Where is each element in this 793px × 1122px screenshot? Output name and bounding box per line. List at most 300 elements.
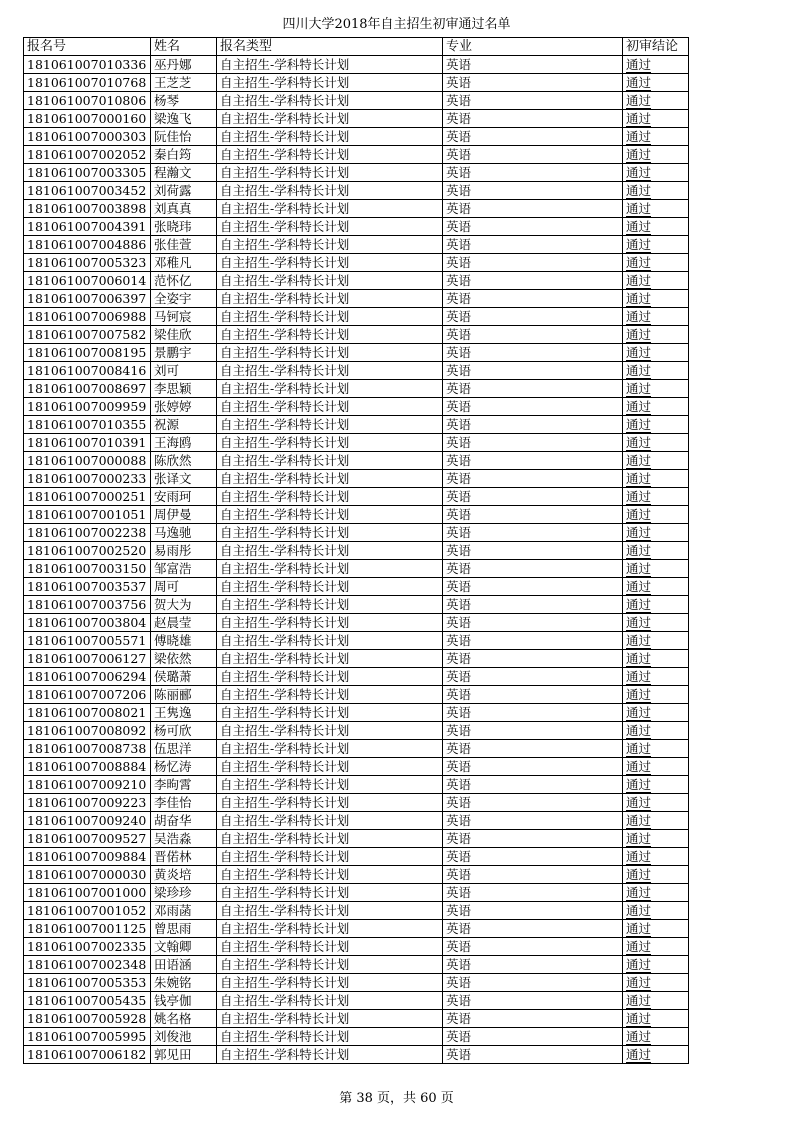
registration-no-cell: 181061007010355 bbox=[24, 416, 151, 434]
major-cell: 英语 bbox=[443, 704, 623, 722]
registration-type-cell: 自主招生-学科特长计划 bbox=[217, 974, 443, 992]
student-name-cell: 钱亭伽 bbox=[151, 992, 217, 1010]
major-cell: 英语 bbox=[443, 308, 623, 326]
registration-no-cell: 181061007000160 bbox=[24, 110, 151, 128]
student-name-cell: 朱婉铭 bbox=[151, 974, 217, 992]
review-result-text: 通过 bbox=[626, 273, 652, 288]
major-cell: 英语 bbox=[443, 92, 623, 110]
review-result-text: 通过 bbox=[626, 1047, 652, 1062]
table-row bbox=[24, 866, 689, 884]
table-row bbox=[24, 110, 689, 128]
table-row bbox=[24, 398, 689, 416]
table-row bbox=[24, 830, 689, 848]
table-row bbox=[24, 938, 689, 956]
review-result-text: 通过 bbox=[626, 903, 652, 918]
student-name-cell: 姚名格 bbox=[151, 1010, 217, 1028]
review-result-text: 通过 bbox=[626, 975, 652, 990]
review-result-text: 通过 bbox=[626, 615, 652, 630]
review-result-cell bbox=[623, 398, 689, 416]
registration-type-cell: 自主招生-学科特长计划 bbox=[217, 902, 443, 920]
review-result-cell bbox=[623, 470, 689, 488]
registration-no-cell: 181061007005571 bbox=[24, 632, 151, 650]
major-cell: 英语 bbox=[443, 884, 623, 902]
registration-no-cell: 181061007010336 bbox=[24, 56, 151, 74]
review-result-text: 通过 bbox=[626, 741, 652, 756]
table-row bbox=[24, 758, 689, 776]
registration-no-cell: 181061007009223 bbox=[24, 794, 151, 812]
review-result-cell bbox=[623, 434, 689, 452]
student-name-cell: 程瀚文 bbox=[151, 164, 217, 182]
registration-type-cell: 自主招生-学科特长计划 bbox=[217, 848, 443, 866]
review-result-cell bbox=[623, 812, 689, 830]
major-cell: 英语 bbox=[443, 434, 623, 452]
student-name-cell: 梁佳欣 bbox=[151, 326, 217, 344]
registration-no-cell: 181061007005435 bbox=[24, 992, 151, 1010]
table-row bbox=[24, 290, 689, 308]
header-name: 姓名 bbox=[151, 38, 217, 56]
student-name-cell: 王芝芝 bbox=[151, 74, 217, 92]
student-name-cell: 陈欣然 bbox=[151, 452, 217, 470]
major-cell: 英语 bbox=[443, 830, 623, 848]
student-name-cell: 杨忆涛 bbox=[151, 758, 217, 776]
student-name-cell: 王海鸥 bbox=[151, 434, 217, 452]
table-row bbox=[24, 362, 689, 380]
registration-type-cell: 自主招生-学科特长计划 bbox=[217, 236, 443, 254]
table-row bbox=[24, 776, 689, 794]
registration-no-cell: 181061007008884 bbox=[24, 758, 151, 776]
registration-type-cell: 自主招生-学科特长计划 bbox=[217, 596, 443, 614]
review-result-text: 通过 bbox=[626, 849, 652, 864]
table-row bbox=[24, 920, 689, 938]
major-cell: 英语 bbox=[443, 614, 623, 632]
major-cell: 英语 bbox=[443, 650, 623, 668]
review-result-cell bbox=[623, 974, 689, 992]
table-row bbox=[24, 614, 689, 632]
registration-no-cell: 181061007006988 bbox=[24, 308, 151, 326]
review-result-cell bbox=[623, 830, 689, 848]
major-cell: 英语 bbox=[443, 866, 623, 884]
student-name-cell: 李佳怡 bbox=[151, 794, 217, 812]
table-row bbox=[24, 722, 689, 740]
major-cell: 英语 bbox=[443, 182, 623, 200]
major-cell: 英语 bbox=[443, 524, 623, 542]
major-cell: 英语 bbox=[443, 398, 623, 416]
review-result-cell bbox=[623, 938, 689, 956]
registration-no-cell: 181061007003756 bbox=[24, 596, 151, 614]
review-result-text: 通过 bbox=[626, 237, 652, 252]
student-name-cell: 吴浩淼 bbox=[151, 830, 217, 848]
registration-no-cell: 181061007001051 bbox=[24, 506, 151, 524]
major-cell: 英语 bbox=[443, 974, 623, 992]
table-row bbox=[24, 74, 689, 92]
registration-type-cell: 自主招生-学科特长计划 bbox=[217, 200, 443, 218]
major-cell: 英语 bbox=[443, 164, 623, 182]
review-result-cell bbox=[623, 794, 689, 812]
table-row bbox=[24, 236, 689, 254]
registration-no-cell: 181061007001052 bbox=[24, 902, 151, 920]
review-result-cell bbox=[623, 182, 689, 200]
table-row bbox=[24, 470, 689, 488]
registration-type-cell: 自主招生-学科特长计划 bbox=[217, 164, 443, 182]
student-name-cell: 文翰卿 bbox=[151, 938, 217, 956]
registration-no-cell: 181061007009210 bbox=[24, 776, 151, 794]
major-cell: 英语 bbox=[443, 848, 623, 866]
registration-no-cell: 181061007001000 bbox=[24, 884, 151, 902]
review-result-cell bbox=[623, 326, 689, 344]
registration-type-cell: 自主招生-学科特长计划 bbox=[217, 254, 443, 272]
major-cell: 英语 bbox=[443, 506, 623, 524]
table-row bbox=[24, 794, 689, 812]
student-name-cell: 祝源 bbox=[151, 416, 217, 434]
student-name-cell: 邓雨菡 bbox=[151, 902, 217, 920]
review-result-cell bbox=[623, 254, 689, 272]
registration-type-cell: 自主招生-学科特长计划 bbox=[217, 110, 443, 128]
major-cell: 英语 bbox=[443, 686, 623, 704]
review-result-text: 通过 bbox=[626, 1029, 652, 1044]
review-result-text: 通过 bbox=[626, 147, 652, 162]
registration-no-cell: 181061007008195 bbox=[24, 344, 151, 362]
major-cell: 英语 bbox=[443, 1028, 623, 1046]
review-result-cell bbox=[623, 920, 689, 938]
student-name-cell: 张晓玮 bbox=[151, 218, 217, 236]
registration-type-cell: 自主招生-学科特长计划 bbox=[217, 344, 443, 362]
major-cell: 英语 bbox=[443, 218, 623, 236]
registration-type-cell: 自主招生-学科特长计划 bbox=[217, 920, 443, 938]
review-result-cell bbox=[623, 686, 689, 704]
review-result-cell bbox=[623, 578, 689, 596]
review-result-text: 通过 bbox=[626, 561, 652, 576]
registration-type-cell: 自主招生-学科特长计划 bbox=[217, 650, 443, 668]
student-name-cell: 周伊曼 bbox=[151, 506, 217, 524]
review-result-cell bbox=[623, 992, 689, 1010]
registration-no-cell: 181061007007582 bbox=[24, 326, 151, 344]
review-result-text: 通过 bbox=[626, 417, 652, 432]
review-result-cell bbox=[623, 560, 689, 578]
major-cell: 英语 bbox=[443, 992, 623, 1010]
registration-type-cell: 自主招生-学科特长计划 bbox=[217, 1046, 443, 1064]
registration-type-cell: 自主招生-学科特长计划 bbox=[217, 434, 443, 452]
review-result-text: 通过 bbox=[626, 687, 652, 702]
table-row bbox=[24, 254, 689, 272]
review-result-text: 通过 bbox=[626, 345, 652, 360]
major-cell: 英语 bbox=[443, 1010, 623, 1028]
review-result-cell bbox=[623, 272, 689, 290]
registration-no-cell: 181061007005928 bbox=[24, 1010, 151, 1028]
table-row bbox=[24, 884, 689, 902]
review-result-cell bbox=[623, 722, 689, 740]
review-result-text: 通过 bbox=[626, 759, 652, 774]
review-result-cell bbox=[623, 1046, 689, 1064]
admission-list-table bbox=[23, 37, 689, 1064]
review-result-text: 通过 bbox=[626, 723, 652, 738]
major-cell: 英语 bbox=[443, 236, 623, 254]
student-name-cell: 景鹏宇 bbox=[151, 344, 217, 362]
header-registration-type: 报名类型 bbox=[217, 38, 443, 56]
registration-no-cell: 181061007009527 bbox=[24, 830, 151, 848]
review-result-text: 通过 bbox=[626, 435, 652, 450]
registration-type-cell: 自主招生-学科特长计划 bbox=[217, 668, 443, 686]
student-name-cell: 张佳萱 bbox=[151, 236, 217, 254]
major-cell: 英语 bbox=[443, 128, 623, 146]
table-row bbox=[24, 524, 689, 542]
student-name-cell: 晋偌林 bbox=[151, 848, 217, 866]
registration-type-cell: 自主招生-学科特长计划 bbox=[217, 776, 443, 794]
review-result-cell bbox=[623, 632, 689, 650]
student-name-cell: 周可 bbox=[151, 578, 217, 596]
review-result-cell bbox=[623, 74, 689, 92]
registration-type-cell: 自主招生-学科特长计划 bbox=[217, 578, 443, 596]
table-row bbox=[24, 434, 689, 452]
registration-type-cell: 自主招生-学科特长计划 bbox=[217, 488, 443, 506]
major-cell: 英语 bbox=[443, 542, 623, 560]
review-result-text: 通过 bbox=[626, 255, 652, 270]
review-result-text: 通过 bbox=[626, 399, 652, 414]
review-result-text: 通过 bbox=[626, 957, 652, 972]
student-name-cell: 易雨彤 bbox=[151, 542, 217, 560]
table-row bbox=[24, 128, 689, 146]
registration-type-cell: 自主招生-学科特长计划 bbox=[217, 830, 443, 848]
table-row bbox=[24, 578, 689, 596]
registration-type-cell: 自主招生-学科特长计划 bbox=[217, 794, 443, 812]
review-result-cell bbox=[623, 740, 689, 758]
major-cell: 英语 bbox=[443, 596, 623, 614]
review-result-text: 通过 bbox=[626, 1011, 652, 1026]
registration-no-cell: 181061007006397 bbox=[24, 290, 151, 308]
student-name-cell: 马逸驰 bbox=[151, 524, 217, 542]
registration-type-cell: 自主招生-学科特长计划 bbox=[217, 128, 443, 146]
student-name-cell: 全姿宇 bbox=[151, 290, 217, 308]
registration-type-cell: 自主招生-学科特长计划 bbox=[217, 560, 443, 578]
registration-type-cell: 自主招生-学科特长计划 bbox=[217, 542, 443, 560]
registration-type-cell: 自主招生-学科特长计划 bbox=[217, 686, 443, 704]
registration-type-cell: 自主招生-学科特长计划 bbox=[217, 308, 443, 326]
document-title: 四川大学2018年自主招生初审通过名单 bbox=[282, 17, 511, 32]
student-name-cell: 梁珍珍 bbox=[151, 884, 217, 902]
review-result-text: 通过 bbox=[626, 813, 652, 828]
review-result-text: 通过 bbox=[626, 327, 652, 342]
review-result-text: 通过 bbox=[626, 543, 652, 558]
review-result-text: 通过 bbox=[626, 309, 652, 324]
table-row bbox=[24, 974, 689, 992]
review-result-cell bbox=[623, 236, 689, 254]
registration-type-cell: 自主招生-学科特长计划 bbox=[217, 956, 443, 974]
review-result-text: 通过 bbox=[626, 129, 652, 144]
table-row bbox=[24, 812, 689, 830]
review-result-cell bbox=[623, 542, 689, 560]
registration-no-cell: 181061007002520 bbox=[24, 542, 151, 560]
major-cell: 英语 bbox=[443, 758, 623, 776]
major-cell: 英语 bbox=[443, 380, 623, 398]
registration-no-cell: 181061007010806 bbox=[24, 92, 151, 110]
student-name-cell: 张婷婷 bbox=[151, 398, 217, 416]
table-row bbox=[24, 56, 689, 74]
review-result-cell bbox=[623, 488, 689, 506]
table-row bbox=[24, 740, 689, 758]
major-cell: 英语 bbox=[443, 344, 623, 362]
major-cell: 英语 bbox=[443, 812, 623, 830]
review-result-text: 通过 bbox=[626, 183, 652, 198]
page-footer: 第 38 页，共 60 页 bbox=[339, 1091, 454, 1106]
registration-type-cell: 自主招生-学科特长计划 bbox=[217, 290, 443, 308]
registration-no-cell: 181061007009959 bbox=[24, 398, 151, 416]
registration-type-cell: 自主招生-学科特长计划 bbox=[217, 740, 443, 758]
table-row bbox=[24, 506, 689, 524]
registration-type-cell: 自主招生-学科特长计划 bbox=[217, 56, 443, 74]
student-name-cell: 陈丽郦 bbox=[151, 686, 217, 704]
student-name-cell: 阮佳怡 bbox=[151, 128, 217, 146]
registration-no-cell: 181061007002052 bbox=[24, 146, 151, 164]
registration-no-cell: 181061007000030 bbox=[24, 866, 151, 884]
registration-no-cell: 181061007000303 bbox=[24, 128, 151, 146]
registration-type-cell: 自主招生-学科特长计划 bbox=[217, 866, 443, 884]
table-body bbox=[24, 56, 689, 1064]
registration-no-cell: 181061007004886 bbox=[24, 236, 151, 254]
review-result-cell bbox=[623, 146, 689, 164]
major-cell: 英语 bbox=[443, 938, 623, 956]
registration-type-cell: 自主招生-学科特长计划 bbox=[217, 74, 443, 92]
table-row bbox=[24, 92, 689, 110]
major-cell: 英语 bbox=[443, 722, 623, 740]
student-name-cell: 刘可 bbox=[151, 362, 217, 380]
review-result-text: 通过 bbox=[626, 489, 652, 504]
header-registration-no: 报名号 bbox=[24, 38, 151, 56]
major-cell: 英语 bbox=[443, 362, 623, 380]
student-name-cell: 曾思雨 bbox=[151, 920, 217, 938]
major-cell: 英语 bbox=[443, 416, 623, 434]
review-result-cell bbox=[623, 56, 689, 74]
registration-no-cell: 181061007003452 bbox=[24, 182, 151, 200]
review-result-cell bbox=[623, 758, 689, 776]
student-name-cell: 伍思洋 bbox=[151, 740, 217, 758]
student-name-cell: 侯璐萧 bbox=[151, 668, 217, 686]
table-row bbox=[24, 1010, 689, 1028]
registration-no-cell: 181061007007206 bbox=[24, 686, 151, 704]
table-row bbox=[24, 992, 689, 1010]
registration-no-cell: 181061007008092 bbox=[24, 722, 151, 740]
registration-type-cell: 自主招生-学科特长计划 bbox=[217, 416, 443, 434]
registration-no-cell: 181061007009240 bbox=[24, 812, 151, 830]
major-cell: 英语 bbox=[443, 632, 623, 650]
review-result-cell bbox=[623, 128, 689, 146]
review-result-cell bbox=[623, 308, 689, 326]
review-result-text: 通过 bbox=[626, 525, 652, 540]
registration-no-cell: 181061007005353 bbox=[24, 974, 151, 992]
major-cell: 英语 bbox=[443, 452, 623, 470]
review-result-cell bbox=[623, 956, 689, 974]
registration-type-cell: 自主招生-学科特长计划 bbox=[217, 380, 443, 398]
review-result-cell bbox=[623, 524, 689, 542]
student-name-cell: 梁逸飞 bbox=[151, 110, 217, 128]
registration-no-cell: 181061007004391 bbox=[24, 218, 151, 236]
major-cell: 英语 bbox=[443, 290, 623, 308]
student-name-cell: 安雨珂 bbox=[151, 488, 217, 506]
registration-no-cell: 181061007000233 bbox=[24, 470, 151, 488]
review-result-cell bbox=[623, 614, 689, 632]
review-result-text: 通过 bbox=[626, 75, 652, 90]
registration-no-cell: 181061007006294 bbox=[24, 668, 151, 686]
table-row bbox=[24, 902, 689, 920]
review-result-text: 通过 bbox=[626, 363, 652, 378]
student-name-cell: 傅晓雄 bbox=[151, 632, 217, 650]
review-result-text: 通过 bbox=[626, 795, 652, 810]
student-name-cell: 邓稚凡 bbox=[151, 254, 217, 272]
table-row bbox=[24, 326, 689, 344]
registration-no-cell: 181061007000251 bbox=[24, 488, 151, 506]
review-result-cell bbox=[623, 1028, 689, 1046]
major-cell: 英语 bbox=[443, 488, 623, 506]
review-result-text: 通过 bbox=[626, 471, 652, 486]
registration-no-cell: 181061007009884 bbox=[24, 848, 151, 866]
registration-type-cell: 自主招生-学科特长计划 bbox=[217, 326, 443, 344]
table-row bbox=[24, 380, 689, 398]
registration-no-cell: 181061007001125 bbox=[24, 920, 151, 938]
review-result-cell bbox=[623, 380, 689, 398]
major-cell: 英语 bbox=[443, 470, 623, 488]
student-name-cell: 田语涵 bbox=[151, 956, 217, 974]
registration-no-cell: 181061007003305 bbox=[24, 164, 151, 182]
review-result-text: 通过 bbox=[626, 57, 652, 72]
major-cell: 英语 bbox=[443, 560, 623, 578]
student-name-cell: 梁依然 bbox=[151, 650, 217, 668]
table-row bbox=[24, 560, 689, 578]
student-name-cell: 范怀亿 bbox=[151, 272, 217, 290]
registration-type-cell: 自主招生-学科特长计划 bbox=[217, 992, 443, 1010]
registration-no-cell: 181061007008416 bbox=[24, 362, 151, 380]
major-cell: 英语 bbox=[443, 740, 623, 758]
registration-no-cell: 181061007002335 bbox=[24, 938, 151, 956]
student-name-cell: 刘俊池 bbox=[151, 1028, 217, 1046]
registration-no-cell: 181061007002238 bbox=[24, 524, 151, 542]
registration-no-cell: 181061007006127 bbox=[24, 650, 151, 668]
review-result-text: 通过 bbox=[626, 669, 652, 684]
registration-type-cell: 自主招生-学科特长计划 bbox=[217, 1010, 443, 1028]
review-result-cell bbox=[623, 164, 689, 182]
major-cell: 英语 bbox=[443, 902, 623, 920]
review-result-text: 通过 bbox=[626, 507, 652, 522]
review-result-text: 通过 bbox=[626, 939, 652, 954]
major-cell: 英语 bbox=[443, 56, 623, 74]
review-result-cell bbox=[623, 290, 689, 308]
review-result-text: 通过 bbox=[626, 633, 652, 648]
review-result-cell bbox=[623, 200, 689, 218]
review-result-cell bbox=[623, 506, 689, 524]
student-name-cell: 巫丹娜 bbox=[151, 56, 217, 74]
table-row bbox=[24, 344, 689, 362]
major-cell: 英语 bbox=[443, 326, 623, 344]
review-result-text: 通过 bbox=[626, 831, 652, 846]
review-result-cell bbox=[623, 362, 689, 380]
review-result-text: 通过 bbox=[626, 291, 652, 306]
registration-no-cell: 181061007005995 bbox=[24, 1028, 151, 1046]
major-cell: 英语 bbox=[443, 794, 623, 812]
review-result-text: 通过 bbox=[626, 597, 652, 612]
registration-no-cell: 181061007000088 bbox=[24, 452, 151, 470]
registration-type-cell: 自主招生-学科特长计划 bbox=[217, 272, 443, 290]
table-row bbox=[24, 686, 689, 704]
registration-type-cell: 自主招生-学科特长计划 bbox=[217, 92, 443, 110]
review-result-text: 通过 bbox=[626, 993, 652, 1008]
registration-type-cell: 自主招生-学科特长计划 bbox=[217, 938, 443, 956]
registration-type-cell: 自主招生-学科特长计划 bbox=[217, 614, 443, 632]
student-name-cell: 马钶宸 bbox=[151, 308, 217, 326]
student-name-cell: 黄炎培 bbox=[151, 866, 217, 884]
review-result-cell bbox=[623, 596, 689, 614]
registration-type-cell: 自主招生-学科特长计划 bbox=[217, 470, 443, 488]
table-row bbox=[24, 452, 689, 470]
table-row bbox=[24, 668, 689, 686]
registration-type-cell: 自主招生-学科特长计划 bbox=[217, 362, 443, 380]
table-row bbox=[24, 1028, 689, 1046]
